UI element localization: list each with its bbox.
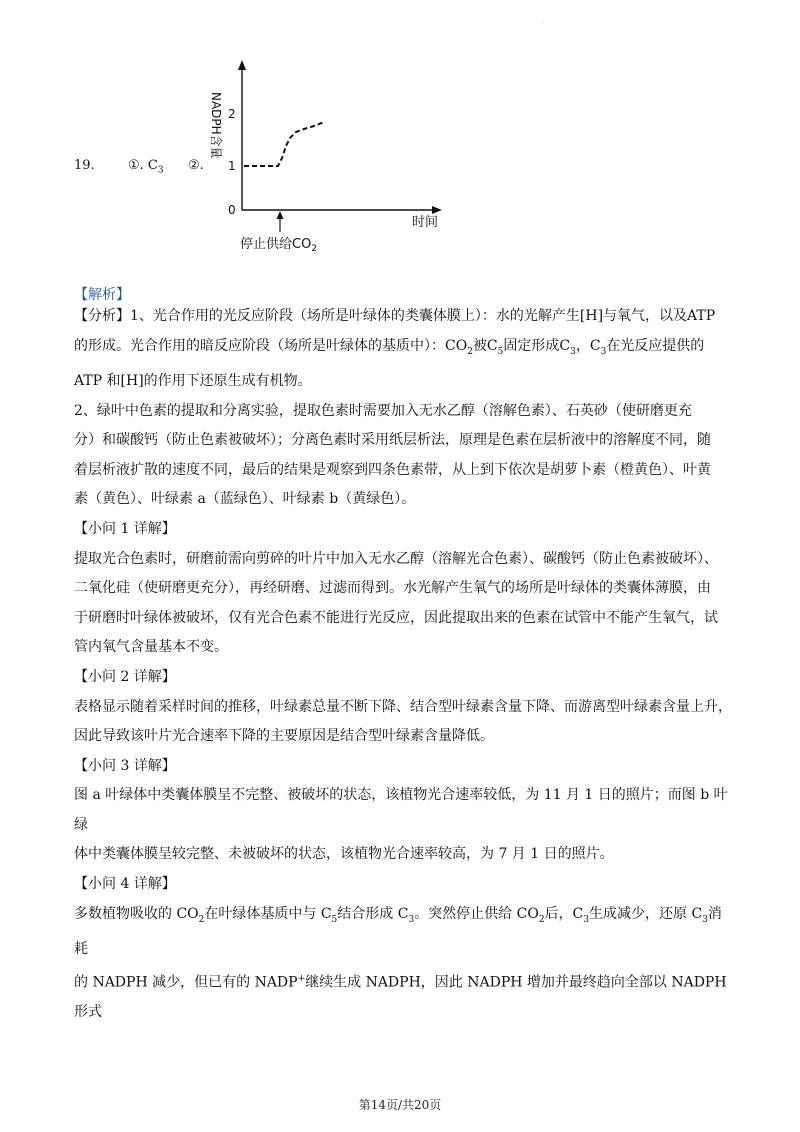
answer-option-1-text: ①. C	[128, 158, 158, 173]
q4-sub-6: 3	[702, 914, 708, 925]
analysis-line-2	[74, 332, 734, 367]
q4-text-3: 结合形成 C	[337, 905, 409, 922]
analysis-sub-co2: 2	[467, 346, 473, 357]
analysis-sub-c3a: 3	[570, 346, 576, 357]
q4-heading: 【小问 4 详解】	[74, 876, 176, 893]
y-tick-2: 2	[228, 107, 236, 121]
scan-mark: .	[542, 18, 544, 25]
q4-line-2	[74, 965, 734, 1028]
q4-line-1	[74, 900, 734, 965]
annotation-subscript: 2	[311, 244, 318, 253]
nadph-graph	[200, 58, 450, 253]
q1-heading: 【小问 1 详解】	[74, 520, 176, 537]
y-axis-label: NADPH含量	[209, 92, 223, 159]
analysis-line-4: 2、绿叶中色素的提取和分离实验，提取色素时需要加入无水乙醇（溶解色素）、石英砂（使研磨更充	[74, 402, 692, 419]
q4-text-8: 的 NADPH 减少，但已有的 NADP	[74, 974, 298, 991]
q2-line-2: 因此导致该叶片光合速率下降的主要原因是结合型叶绿素含量降低。	[74, 728, 494, 745]
annotation-arrow-head	[277, 211, 284, 219]
analysis-line-7: 素（黄色）、叶绿素 a（蓝绿色）、叶绿素 b（黄绿色）。	[74, 491, 416, 508]
annotation-text: 停止供给CO	[240, 237, 312, 252]
answer-option-1-subscript: 3	[157, 165, 164, 176]
q4-text-2: 在叶绿体基质中与 C	[204, 905, 332, 922]
q1-line-1: 提取光合色素时，研磨前需向剪碎的叶片中加入无水乙醇（溶解光合色素）、碳酸钙（防止色素被破坏）、	[74, 550, 718, 567]
q4-text-7: 消耗	[74, 905, 722, 958]
answer-option-1	[128, 158, 164, 176]
analysis-line-5: 分）和碳酸钙（防止色素被破坏）；分离色素时采用纸层析法，原理是色素在层析液中的溶解度不同，随	[74, 432, 711, 449]
q2-line-1: 表格显示随着采样时间的推移，叶绿素总量不断下降、结合型叶绿素含量下降、而游离型叶绿素含量上升，	[74, 698, 732, 715]
q4-sub-4: 2	[538, 914, 545, 925]
analysis-text-6: 在光反应提供的	[606, 337, 705, 354]
x-axis-arrow	[432, 206, 442, 214]
nadph-curve	[244, 122, 324, 166]
q4-text-9: 继续生成 NADPH，因此 NADPH 增加并最终趋向全部以 NADPH 形式	[74, 974, 727, 1020]
q4-text-5: 后，C	[544, 905, 584, 922]
answer-option-2: ②.	[188, 158, 204, 173]
analysis-text-4: 固定形成C	[503, 337, 571, 354]
q1-line-4: 管内氧气含量基本不变。	[74, 639, 228, 656]
q4-text-6: 生成减少，还原 C	[589, 905, 703, 922]
analysis-line-3: ATP 和[H]的作用下还原生成有机物。	[74, 372, 312, 389]
analysis-line-1	[74, 302, 734, 332]
q4-sup-1: +	[297, 973, 306, 984]
analysis-line-6: 着层析液扩散的速度不同，最后的结果是观察到四条色素带，从上到下依次是胡萝卜素（橙黄色）、叶黄	[74, 461, 711, 478]
y-axis-arrow	[238, 60, 246, 70]
q2-heading: 【小问 2 详解】	[74, 668, 176, 685]
analysis-text-3: 被C	[472, 337, 498, 354]
q3-heading: 【小问 3 详解】	[74, 757, 176, 774]
y-tick-1: 1	[228, 159, 236, 173]
q3-line-1: 图 a 叶绿体中类囊体膜呈不完整、被破坏的状态，该植物光合速率较低，为 11 月 1 日的照片；而图 b 叶绿	[74, 787, 728, 833]
q4-text-4: 。突然停止供给 CO	[414, 905, 539, 922]
analysis-heading: 【解析】	[74, 287, 130, 303]
q4-sub-1: 2	[198, 914, 205, 925]
q4-sub-5: 3	[583, 914, 590, 925]
q4-sub-2: 5	[331, 914, 338, 925]
x-axis-label: 时间	[412, 215, 439, 230]
y-tick-0: 0	[228, 203, 236, 217]
q3-line-2: 体中类囊体膜呈较完整、未被破坏的状态，该植物光合速率较高，为 7 月 1 日的照片。	[74, 846, 614, 863]
annotation-label	[240, 236, 317, 253]
analysis-sub-c5: 5	[497, 346, 504, 357]
question-number: 19.	[74, 158, 95, 173]
analysis-section	[74, 302, 734, 1028]
q4-sub-3: 3	[408, 914, 415, 925]
analysis-text-1: 1、光合作用的光反应阶段（场所是叶绿体的类囊体膜上）：水的光解产生[H]与氧气，以及ATP	[130, 308, 716, 324]
q1-line-3: 于研磨时叶绿体被破坏，仅有光合色素不能进行光反应，因此提取出来的色素在试管中不能产生氧气，试	[74, 609, 718, 626]
page-footer: 第14页/共20页	[358, 1098, 442, 1112]
analysis-text-5: ，C	[575, 337, 601, 354]
q4-text-1: 多数植物吸收的 CO	[74, 905, 199, 922]
analysis-sub-c3b: 3	[600, 346, 607, 357]
q1-line-2: 二氧化硅（使研磨更充分），再经研磨、过滤而得到。水光解产生氧气的场所是叶绿体的类囊体薄膜，由	[74, 580, 711, 597]
analysis-tag: 【分析】	[74, 308, 130, 324]
analysis-text-2: 的形成。光合作用的暗反应阶段（场所是叶绿体的基质中）：CO	[74, 337, 468, 354]
